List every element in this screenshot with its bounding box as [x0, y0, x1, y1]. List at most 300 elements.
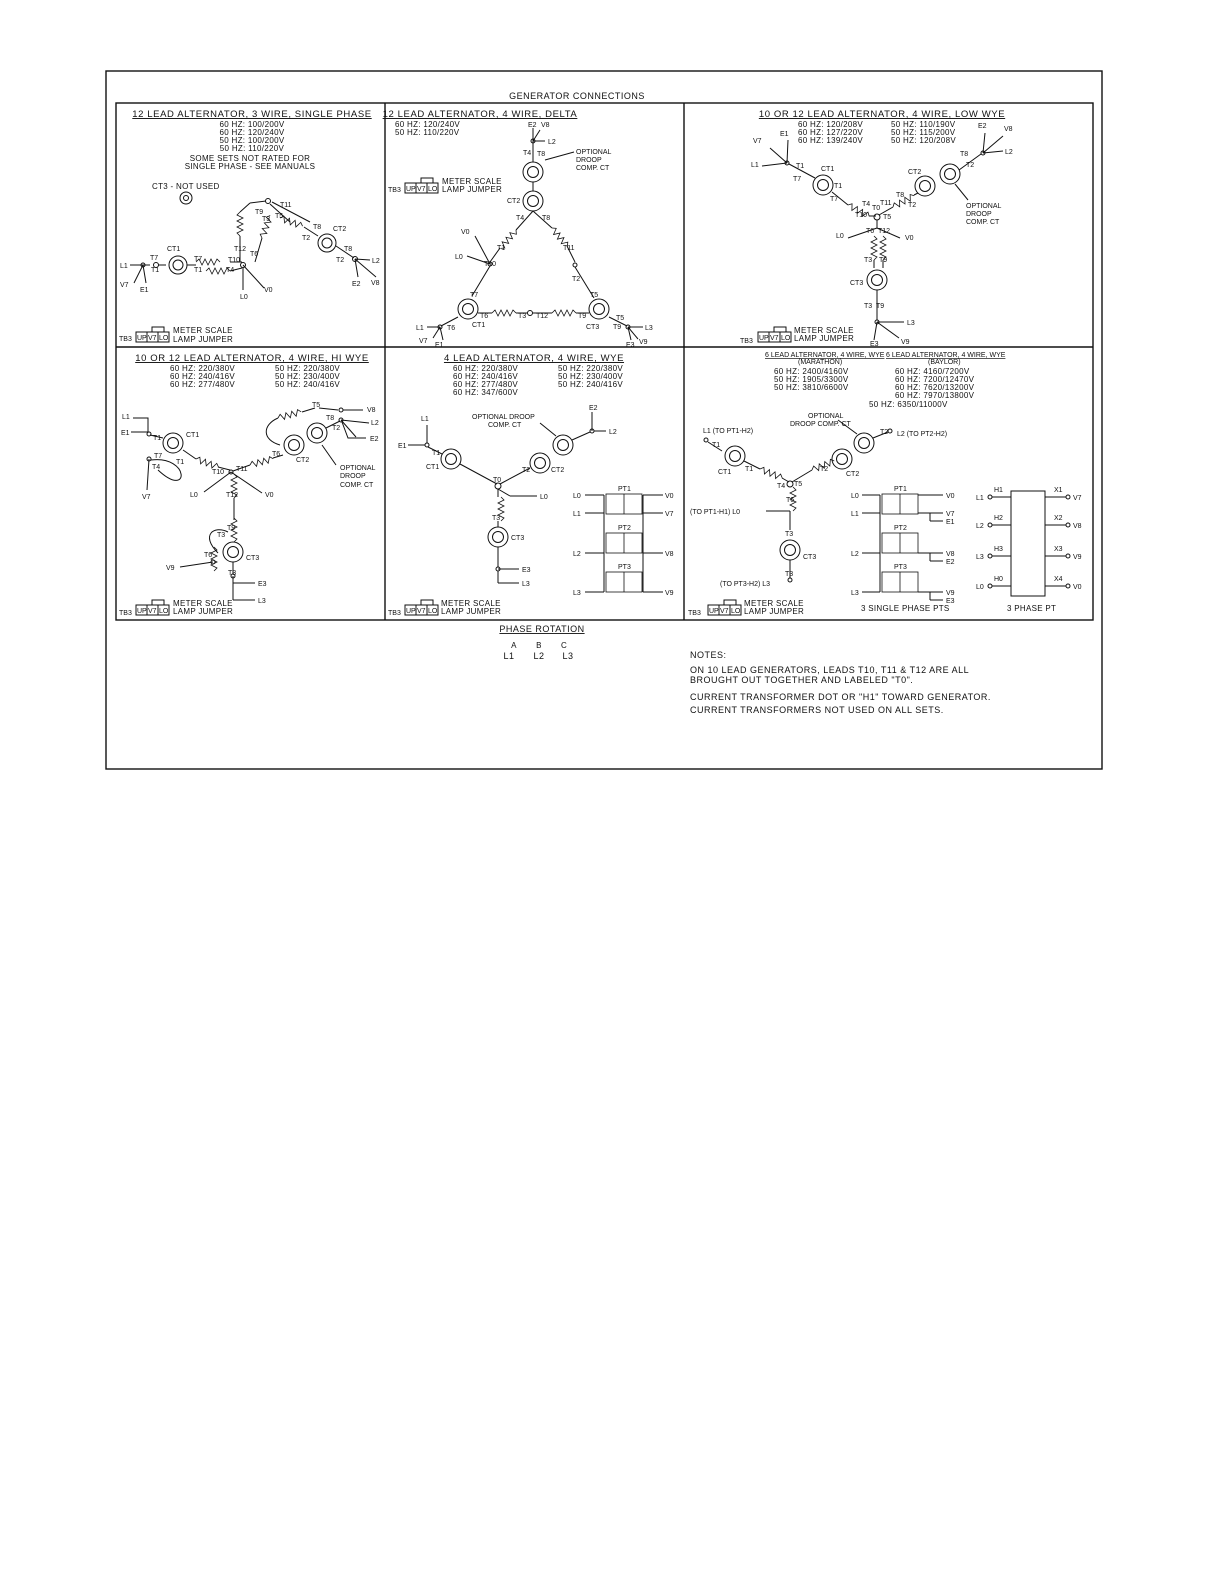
- svg-text:L3: L3: [573, 590, 581, 597]
- svg-text:V7: V7: [148, 335, 157, 342]
- svg-text:V8: V8: [371, 280, 380, 287]
- svg-text:50 HZ: 120/208V: 50 HZ: 120/208V: [891, 136, 956, 145]
- svg-text:PT1: PT1: [618, 486, 631, 493]
- svg-text:V8: V8: [1073, 523, 1082, 530]
- svg-text:T7: T7: [793, 176, 802, 183]
- svg-text:50 HZ: 220/380V: 50 HZ: 220/380V: [275, 364, 340, 373]
- svg-text:T5: T5: [275, 213, 284, 220]
- svg-text:BROUGHT OUT TOGETHER AND LABEL: BROUGHT OUT TOGETHER AND LABELED "T0".: [690, 675, 914, 685]
- svg-text:V7: V7: [148, 608, 157, 615]
- svg-text:60 HZ: 277/480V: 60 HZ: 277/480V: [453, 380, 518, 389]
- svg-text:60 HZ: 240/416V: 60 HZ: 240/416V: [453, 372, 518, 381]
- svg-text:T8: T8: [542, 215, 551, 222]
- svg-text:T3: T3: [228, 570, 237, 577]
- svg-text:L0: L0: [455, 254, 463, 261]
- svg-text:V7: V7: [720, 608, 729, 615]
- svg-text:60 HZ: 100/200V: 60 HZ: 100/200V: [219, 120, 285, 129]
- svg-text:T6: T6: [786, 497, 795, 504]
- svg-text:CT1: CT1: [426, 464, 440, 471]
- svg-text:METER SCALE: METER SCALE: [794, 326, 854, 335]
- svg-text:V8: V8: [1004, 126, 1013, 133]
- svg-text:TB3: TB3: [688, 610, 701, 617]
- svg-text:50 HZ: 110/220V: 50 HZ: 110/220V: [219, 144, 285, 153]
- svg-text:E1: E1: [140, 287, 149, 294]
- svg-text:50 HZ: 220/380V: 50 HZ: 220/380V: [558, 364, 623, 373]
- svg-text:TB3: TB3: [119, 336, 132, 343]
- ct3-note: CT3 - NOT USED: [152, 182, 220, 191]
- svg-text:V7: V7: [665, 511, 674, 518]
- svg-text:50 HZ: 6350/11000V: 50 HZ: 6350/11000V: [869, 400, 948, 409]
- svg-text:60 HZ: 277/480V: 60 HZ: 277/480V: [170, 380, 235, 389]
- svg-text:T9: T9: [613, 324, 622, 331]
- svg-text:T1: T1: [745, 466, 754, 473]
- svg-text:V8: V8: [665, 551, 674, 558]
- svg-text:CT3: CT3: [803, 554, 817, 561]
- svg-text:L2 (TO PT2-H2): L2 (TO PT2-H2): [897, 431, 948, 438]
- svg-text:L1: L1: [416, 325, 424, 332]
- svg-text:L1: L1: [851, 511, 859, 518]
- svg-text:CURRENT TRANSFORMER DOT OR "H1: CURRENT TRANSFORMER DOT OR "H1" TOWARD GENERATOR.: [690, 692, 991, 702]
- single-phase-pts: [851, 486, 955, 613]
- svg-text:T11: T11: [280, 202, 292, 209]
- svg-text:60 HZ: 7620/13200V: 60 HZ: 7620/13200V: [895, 383, 975, 392]
- svg-text:SINGLE PHASE - SEE MANUALS: SINGLE PHASE - SEE MANUALS: [184, 162, 316, 171]
- svg-text:T3: T3: [217, 532, 226, 539]
- svg-text:T3: T3: [518, 313, 527, 320]
- panel-title: 12 LEAD ALTERNATOR, 4 WIRE, DELTA: [382, 109, 578, 120]
- svg-text:OPTIONAL: OPTIONAL: [576, 149, 612, 156]
- svg-text:UP: UP: [709, 608, 719, 615]
- svg-text:SOME SETS NOT RATED FOR: SOME SETS NOT RATED FOR: [189, 154, 311, 163]
- svg-text:L3: L3: [258, 598, 266, 605]
- svg-text:V7: V7: [753, 138, 762, 145]
- svg-text:CT1: CT1: [821, 166, 835, 173]
- svg-text:T7: T7: [830, 196, 839, 203]
- svg-text:E3: E3: [258, 581, 267, 588]
- svg-text:L2: L2: [371, 420, 379, 427]
- svg-text:T9: T9: [879, 257, 888, 264]
- svg-text:60 HZ: 220/380V: 60 HZ: 220/380V: [453, 364, 518, 373]
- svg-text:LAMP JUMPER: LAMP JUMPER: [442, 185, 503, 194]
- svg-text:H3: H3: [994, 546, 1003, 553]
- svg-text:T10: T10: [212, 469, 225, 476]
- svg-text:60 HZ: 2400/4160V: 60 HZ: 2400/4160V: [774, 367, 849, 376]
- svg-text:T2: T2: [302, 235, 311, 242]
- svg-text:L0: L0: [976, 584, 984, 591]
- panel-hi-wye: [119, 353, 379, 617]
- svg-text:T4: T4: [226, 267, 235, 274]
- svg-text:T1: T1: [497, 245, 506, 252]
- svg-text:CT2: CT2: [551, 467, 565, 474]
- svg-text:T4: T4: [523, 150, 532, 157]
- svg-text:DROOP: DROOP: [576, 157, 602, 164]
- svg-text:T6: T6: [204, 552, 213, 559]
- svg-text:L3: L3: [645, 325, 653, 332]
- svg-text:E2: E2: [370, 436, 379, 443]
- svg-text:50 HZ: 115/200V: 50 HZ: 115/200V: [891, 128, 956, 137]
- svg-text:V0: V0: [264, 287, 273, 294]
- svg-text:CT2: CT2: [333, 226, 347, 233]
- svg-text:CT3: CT3: [850, 280, 864, 287]
- svg-text:T3: T3: [262, 216, 271, 223]
- svg-text:T9: T9: [876, 303, 885, 310]
- svg-text:T3: T3: [492, 515, 501, 522]
- svg-text:60 HZ: 4160/7200V: 60 HZ: 4160/7200V: [895, 367, 970, 376]
- svg-text:L2: L2: [573, 551, 581, 558]
- svg-text:T5: T5: [616, 315, 625, 322]
- svg-text:CT3: CT3: [246, 555, 260, 562]
- svg-text:LAMP JUMPER: LAMP JUMPER: [744, 607, 805, 616]
- svg-text:(TO PT3-H2) L3: (TO PT3-H2) L3: [720, 581, 771, 588]
- svg-text:L1: L1: [976, 495, 984, 502]
- svg-text:LAMP JUMPER: LAMP JUMPER: [173, 335, 234, 344]
- svg-text:L1: L1: [573, 511, 581, 518]
- svg-text:V8: V8: [946, 551, 955, 558]
- svg-text:L2: L2: [1005, 149, 1013, 156]
- svg-text:T6: T6: [480, 313, 489, 320]
- svg-text:TB3: TB3: [119, 610, 132, 617]
- svg-text:T0: T0: [493, 477, 502, 484]
- svg-text:CT2: CT2: [296, 457, 310, 464]
- svg-text:L2: L2: [548, 139, 556, 146]
- svg-text:T6: T6: [250, 251, 259, 258]
- svg-text:V0: V0: [905, 235, 914, 242]
- svg-text:T3: T3: [785, 571, 794, 578]
- svg-text:T2: T2: [820, 466, 829, 473]
- svg-text:T8: T8: [344, 246, 353, 253]
- svg-text:L3: L3: [976, 554, 984, 561]
- svg-text:L2: L2: [851, 551, 859, 558]
- svg-text:LAMP JUMPER: LAMP JUMPER: [794, 334, 855, 343]
- svg-text:T9: T9: [227, 525, 236, 532]
- panel-6-lead-wye: [688, 352, 1082, 617]
- svg-text:PT1: PT1: [894, 486, 907, 493]
- svg-text:METER SCALE: METER SCALE: [744, 599, 804, 608]
- panel-delta: [383, 109, 653, 349]
- svg-text:T1: T1: [796, 163, 805, 170]
- svg-text:L1: L1: [503, 651, 515, 661]
- svg-text:METER SCALE: METER SCALE: [173, 599, 233, 608]
- svg-text:TB3: TB3: [388, 187, 401, 194]
- svg-text:E3: E3: [626, 342, 635, 349]
- svg-text:V7: V7: [417, 608, 426, 615]
- svg-text:50 HZ: 1905/3300V: 50 HZ: 1905/3300V: [774, 375, 849, 384]
- svg-text:CT2: CT2: [908, 169, 922, 176]
- svg-text:UP: UP: [137, 608, 147, 615]
- svg-text:UP: UP: [137, 335, 147, 342]
- svg-text:COMP. CT: COMP. CT: [488, 422, 522, 429]
- svg-text:T1: T1: [712, 442, 721, 449]
- svg-text:T6: T6: [447, 325, 456, 332]
- svg-text:T1: T1: [153, 435, 162, 442]
- svg-text:T6: T6: [866, 228, 875, 235]
- svg-text:3 PHASE PT: 3 PHASE PT: [1007, 604, 1057, 613]
- svg-text:E2: E2: [946, 559, 955, 566]
- svg-text:L3: L3: [851, 590, 859, 597]
- svg-text:DROOP: DROOP: [340, 473, 366, 480]
- svg-text:T3: T3: [864, 257, 873, 264]
- svg-text:T11: T11: [236, 466, 248, 473]
- svg-text:60 HZ: 120/240V: 60 HZ: 120/240V: [219, 128, 285, 137]
- svg-text:METER SCALE: METER SCALE: [442, 177, 502, 186]
- svg-text:V9: V9: [665, 590, 674, 597]
- svg-text:CT2: CT2: [507, 198, 521, 205]
- svg-text:T2: T2: [572, 276, 581, 283]
- svg-text:(MARATHON): (MARATHON): [798, 359, 843, 366]
- svg-text:T6: T6: [272, 451, 281, 458]
- svg-text:LAMP JUMPER: LAMP JUMPER: [441, 607, 502, 616]
- svg-text:(TO PT1-H1) L0: (TO PT1-H1) L0: [690, 509, 741, 516]
- svg-text:V7: V7: [770, 335, 779, 342]
- svg-text:T8: T8: [326, 415, 335, 422]
- svg-text:T1: T1: [834, 183, 843, 190]
- svg-text:CT3: CT3: [586, 324, 600, 331]
- svg-text:T9: T9: [578, 313, 587, 320]
- svg-text:T12: T12: [878, 228, 891, 235]
- svg-text:T2: T2: [880, 429, 889, 436]
- svg-text:T1: T1: [151, 267, 160, 274]
- svg-text:V0: V0: [665, 493, 674, 500]
- svg-text:V0: V0: [265, 492, 274, 499]
- svg-text:E1: E1: [121, 430, 130, 437]
- svg-text:V7: V7: [120, 282, 129, 289]
- svg-text:V7: V7: [142, 494, 151, 501]
- panel-4-lead-wye: [388, 353, 674, 617]
- svg-text:T10: T10: [484, 261, 497, 268]
- svg-text:L0: L0: [190, 492, 198, 499]
- svg-text:H0: H0: [994, 576, 1003, 583]
- svg-text:LO: LO: [731, 608, 741, 615]
- svg-text:T2: T2: [966, 162, 975, 169]
- svg-text:50 HZ: 240/416V: 50 HZ: 240/416V: [275, 380, 340, 389]
- svg-text:V8: V8: [367, 407, 376, 414]
- svg-text:OPTIONAL: OPTIONAL: [808, 413, 844, 420]
- svg-text:E2: E2: [589, 405, 598, 412]
- svg-text:T2: T2: [336, 257, 345, 264]
- svg-text:METER SCALE: METER SCALE: [441, 599, 501, 608]
- svg-text:T4: T4: [777, 483, 786, 490]
- svg-text:T7: T7: [470, 292, 479, 299]
- svg-text:50 HZ: 110/190V: 50 HZ: 110/190V: [891, 120, 956, 129]
- svg-text:L1: L1: [122, 414, 130, 421]
- svg-text:L1: L1: [751, 162, 759, 169]
- svg-text:3 SINGLE PHASE PTS: 3 SINGLE PHASE PTS: [861, 604, 950, 613]
- svg-text:T4: T4: [152, 464, 161, 471]
- svg-text:L3: L3: [907, 320, 915, 327]
- svg-text:T2: T2: [522, 467, 531, 474]
- svg-text:H2: H2: [994, 515, 1003, 522]
- svg-text:T7: T7: [194, 256, 203, 263]
- svg-text:T9: T9: [255, 209, 264, 216]
- svg-text:T5: T5: [312, 402, 321, 409]
- svg-text:OPTIONAL DROOP: OPTIONAL DROOP: [472, 414, 535, 421]
- svg-text:L0: L0: [573, 493, 581, 500]
- svg-text:PHASE ROTATION: PHASE ROTATION: [499, 624, 585, 634]
- svg-text:COMP. CT: COMP. CT: [576, 165, 610, 172]
- phase-rotation: [499, 624, 584, 661]
- svg-text:LO: LO: [428, 186, 438, 193]
- svg-text:CT1: CT1: [718, 469, 732, 476]
- svg-text:L1 (TO PT1-H2): L1 (TO PT1-H2): [703, 428, 754, 435]
- svg-text:T3: T3: [864, 303, 873, 310]
- svg-text:T0: T0: [872, 205, 881, 212]
- svg-text:CURRENT TRANSFORMERS NOT USED: CURRENT TRANSFORMERS NOT USED ON ALL SETS.: [690, 705, 944, 715]
- svg-text:50 HZ: 230/400V: 50 HZ: 230/400V: [275, 372, 340, 381]
- svg-text:E1: E1: [946, 519, 955, 526]
- three-phase-pt: [976, 487, 1082, 613]
- svg-text:T10: T10: [228, 257, 241, 264]
- svg-text:T8: T8: [313, 224, 322, 231]
- svg-text:X4: X4: [1054, 576, 1063, 583]
- svg-text:OPTIONAL: OPTIONAL: [966, 203, 1002, 210]
- svg-text:V7: V7: [417, 186, 426, 193]
- svg-text:E3: E3: [946, 598, 955, 605]
- panel-title: 4 LEAD ALTERNATOR, 4 WIRE, WYE: [443, 353, 625, 364]
- panel-low-wye: [740, 109, 1013, 348]
- svg-text:B: B: [536, 641, 542, 650]
- svg-text:60 HZ: 120/240V: 60 HZ: 120/240V: [395, 120, 460, 129]
- svg-text:T7: T7: [154, 453, 163, 460]
- panel-title: 10 OR 12 LEAD ALTERNATOR, 4 WIRE, HI WYE: [135, 353, 369, 364]
- svg-text:L2: L2: [609, 429, 617, 436]
- svg-text:V9: V9: [639, 339, 648, 346]
- svg-text:60 HZ: 240/416V: 60 HZ: 240/416V: [170, 372, 235, 381]
- svg-text:L3: L3: [522, 581, 530, 588]
- svg-text:PT3: PT3: [618, 564, 631, 571]
- svg-text:T8: T8: [960, 151, 969, 158]
- svg-text:TB3: TB3: [388, 610, 401, 617]
- svg-text:L2: L2: [372, 258, 380, 265]
- svg-text:OPTIONAL: OPTIONAL: [340, 465, 376, 472]
- svg-text:CT1: CT1: [472, 322, 486, 329]
- svg-text:T4: T4: [862, 201, 871, 208]
- svg-text:COMP. CT: COMP. CT: [966, 219, 1000, 226]
- svg-text:6 LEAD ALTERNATOR, 4 WIRE, WYE: 6 LEAD ALTERNATOR, 4 WIRE, WYE: [765, 352, 885, 359]
- svg-text:L1: L1: [120, 263, 128, 270]
- svg-text:T7: T7: [150, 255, 159, 262]
- svg-text:T10: T10: [855, 212, 868, 219]
- svg-text:DROOP COMP. CT: DROOP COMP. CT: [790, 421, 851, 428]
- svg-text:6 LEAD ALTERNATOR, 4 WIRE, WYE: 6 LEAD ALTERNATOR, 4 WIRE, WYE: [886, 352, 1006, 359]
- svg-text:T12: T12: [226, 492, 239, 499]
- svg-text:T12: T12: [234, 246, 247, 253]
- svg-text:V0: V0: [1073, 584, 1082, 591]
- svg-text:V7: V7: [419, 338, 428, 345]
- svg-text:ON 10 LEAD GENERATORS, LEADS T: ON 10 LEAD GENERATORS, LEADS T10, T11 & T12 ARE ALL: [690, 665, 970, 675]
- svg-text:L2: L2: [976, 523, 984, 530]
- svg-text:T1: T1: [176, 459, 185, 466]
- svg-text:LAMP JUMPER: LAMP JUMPER: [173, 607, 234, 616]
- svg-text:T11: T11: [880, 200, 892, 207]
- svg-text:60 HZ: 347/600V: 60 HZ: 347/600V: [453, 388, 518, 397]
- svg-text:V9: V9: [1073, 554, 1082, 561]
- svg-text:UP: UP: [759, 335, 769, 342]
- svg-text:CT1: CT1: [167, 246, 181, 253]
- svg-text:DROOP: DROOP: [966, 211, 992, 218]
- svg-text:V7: V7: [1073, 495, 1082, 502]
- svg-text:E2: E2: [528, 122, 537, 129]
- svg-text:E1: E1: [398, 443, 407, 450]
- svg-text:50 HZ: 3810/6600V: 50 HZ: 3810/6600V: [774, 383, 849, 392]
- svg-text:60 HZ: 120/208V: 60 HZ: 120/208V: [798, 120, 863, 129]
- svg-text:T5: T5: [883, 214, 892, 221]
- svg-text:L0: L0: [836, 233, 844, 240]
- svg-text:CT2: CT2: [846, 471, 860, 478]
- svg-text:LO: LO: [781, 335, 791, 342]
- svg-text:T2: T2: [908, 202, 917, 209]
- svg-text:T2: T2: [332, 425, 341, 432]
- svg-text:(BAYLOR): (BAYLOR): [928, 359, 961, 366]
- svg-text:LO: LO: [159, 608, 169, 615]
- svg-text:CT1: CT1: [186, 432, 200, 439]
- svg-text:LO: LO: [428, 608, 438, 615]
- svg-text:V7: V7: [946, 511, 955, 518]
- svg-text:PT3: PT3: [894, 564, 907, 571]
- svg-text:T11: T11: [563, 245, 575, 252]
- svg-text:E2: E2: [978, 123, 987, 130]
- svg-text:L0: L0: [851, 493, 859, 500]
- svg-text:T8: T8: [537, 151, 546, 158]
- svg-text:60 HZ: 139/240V: 60 HZ: 139/240V: [798, 136, 863, 145]
- svg-text:TB3: TB3: [740, 338, 753, 345]
- panel-title: 12 LEAD ALTERNATOR, 3 WIRE, SINGLE PHASE: [132, 109, 372, 120]
- svg-text:60 HZ: 7970/13800V: 60 HZ: 7970/13800V: [895, 391, 975, 400]
- svg-text:V9: V9: [946, 590, 955, 597]
- svg-text:T3: T3: [785, 531, 794, 538]
- svg-text:T5: T5: [794, 481, 803, 488]
- svg-text:C: C: [560, 641, 568, 650]
- svg-text:V9: V9: [166, 565, 175, 572]
- svg-text:E2: E2: [352, 281, 361, 288]
- svg-text:T1: T1: [432, 450, 441, 457]
- svg-text:50 HZ: 100/200V: 50 HZ: 100/200V: [219, 136, 285, 145]
- svg-text:T5: T5: [590, 292, 599, 299]
- svg-text:A: A: [511, 641, 517, 650]
- svg-text:L0: L0: [540, 494, 548, 501]
- svg-text:V0: V0: [461, 229, 470, 236]
- svg-text:50 HZ: 240/416V: 50 HZ: 240/416V: [558, 380, 623, 389]
- svg-text:L2: L2: [533, 651, 545, 661]
- svg-text:L3: L3: [562, 651, 574, 661]
- notes: [690, 650, 991, 715]
- panel-single-phase: [119, 109, 380, 344]
- svg-text:E1: E1: [435, 342, 444, 349]
- svg-text:E1: E1: [780, 131, 789, 138]
- svg-text:L0: L0: [240, 294, 248, 301]
- svg-text:UP: UP: [406, 608, 416, 615]
- svg-text:T4: T4: [516, 215, 525, 222]
- sheet-title: GENERATOR CONNECTIONS: [509, 91, 645, 101]
- svg-text:PT2: PT2: [618, 525, 631, 532]
- svg-text:UP: UP: [406, 186, 416, 193]
- svg-text:60 HZ: 7200/12470V: 60 HZ: 7200/12470V: [895, 375, 975, 384]
- svg-text:L1: L1: [421, 416, 429, 423]
- svg-text:NOTES:: NOTES:: [690, 650, 727, 660]
- svg-text:H1: H1: [994, 487, 1003, 494]
- svg-text:50 HZ: 230/400V: 50 HZ: 230/400V: [558, 372, 623, 381]
- svg-text:X1: X1: [1054, 487, 1063, 494]
- svg-text:V8: V8: [541, 122, 550, 129]
- svg-text:60 HZ: 220/380V: 60 HZ: 220/380V: [170, 364, 235, 373]
- svg-text:T12: T12: [536, 313, 549, 320]
- svg-text:PT2: PT2: [894, 525, 907, 532]
- svg-text:X3: X3: [1054, 546, 1063, 553]
- svg-text:60 HZ: 127/220V: 60 HZ: 127/220V: [798, 128, 863, 137]
- svg-text:COMP. CT: COMP. CT: [340, 482, 374, 489]
- svg-text:X2: X2: [1054, 515, 1063, 522]
- svg-text:E3: E3: [522, 567, 531, 574]
- svg-text:LO: LO: [159, 335, 169, 342]
